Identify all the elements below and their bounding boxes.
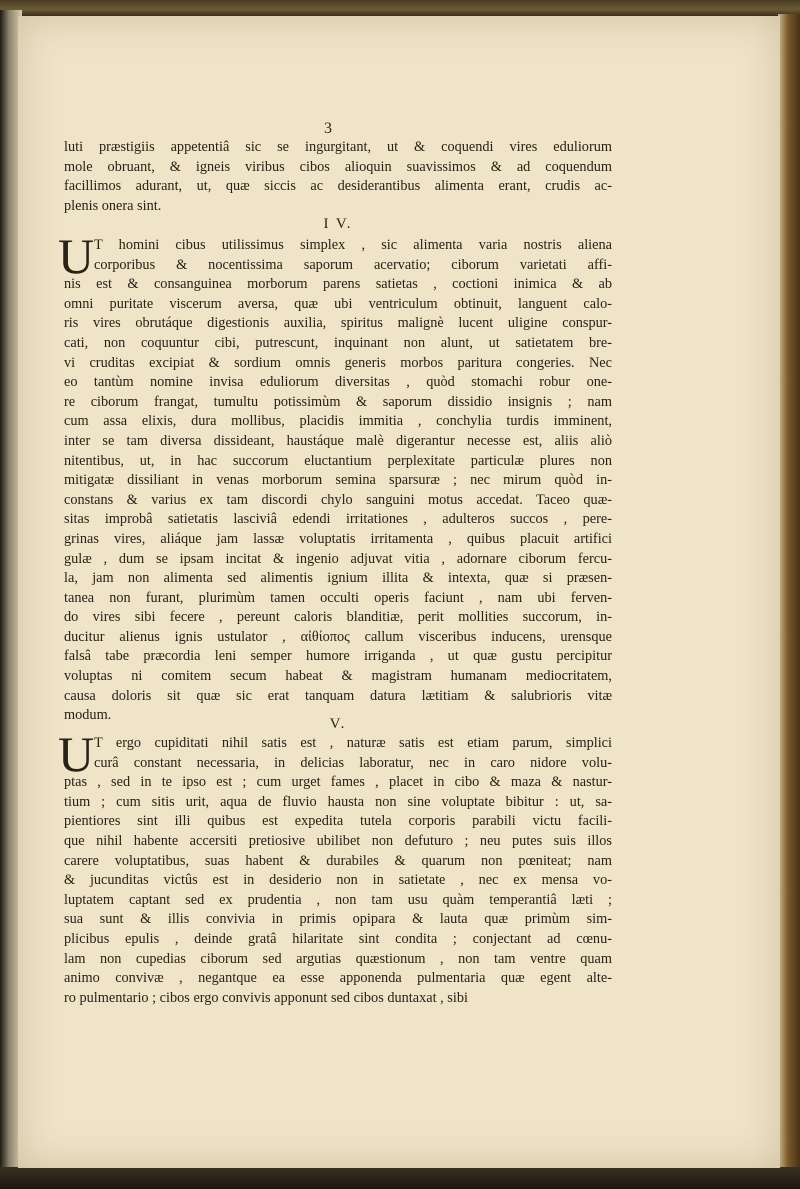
text-line: luptatem captant sed ex prudentia , non tam usu quàm temperantiâ læti ; xyxy=(64,891,612,908)
book-binding-top xyxy=(0,0,800,16)
text-line: cum assa elixis, dura mollibus, placidis immitia , conchylia turdis imminent, xyxy=(64,413,612,430)
text-line: mole obruant, & igneis viribus cibos alioquin suavissimos & ad coquendum xyxy=(64,158,612,175)
text-line: constans & varius ex tam discordi chylo sanguini motus accedat. Taceo quæ- xyxy=(64,491,612,508)
text-line: falsâ tabe præcordia leni semper humore irriganda , ut quæ gustu percipitur xyxy=(64,648,612,665)
text-line: T homini cibus utilissimus simplex , sic alimenta varia nostris aliena xyxy=(94,237,612,253)
text-line: inter se tam diversa dissideant, haustáque malè digerantur necesse est, aliis aliò xyxy=(64,432,612,449)
text-line: lam non cupedias ciborum sed argutias quæstionum , non tam ventre quam xyxy=(64,950,612,967)
intro-paragraph xyxy=(64,138,612,216)
text-line: ro pulmentario ; cibos ergo convivis apponunt sed cibos duntaxat , sibi xyxy=(64,989,468,1006)
text-line: corporibus & nocentissima saporum acervatio; ciborum varietati affi- xyxy=(94,256,612,273)
text-line: plicibus epulis , deinde gratâ hilaritate sint condita ; conjectant ad cœnu- xyxy=(64,930,612,947)
page-fore-edge xyxy=(778,14,800,1174)
text-line: luti præstigiis appetentiâ sic se ingurgitant, ut & coquendi vires eduliorum xyxy=(64,139,612,155)
text-line: curâ constant necessaria, in delicias laboratur, nec in caro nidore volu- xyxy=(94,754,612,771)
text-line: carere voluptatibus, suas habent & durabiles & quarum non pœniteat; nam xyxy=(64,852,612,869)
text-line: causa doloris sit quæ sic erat tanquam datura lætitiam & salubrioris vitæ xyxy=(64,687,612,704)
text-line: tium ; cum sitis urit, aqua de fluvio hausta non sine voluptate bibitur : ut, sa- xyxy=(64,793,612,810)
section-4-paragraph xyxy=(64,236,612,726)
text-line: voluptas ni comitem secum habeat & magistram humanam mediocritatem, xyxy=(64,668,612,685)
text-line: nitentibus, ut, in hac succorum eluctantium perplexitate particulæ plures non xyxy=(64,452,612,469)
text-line: re ciborum frangat, tumultu potissimùm & saporum dissidio insignis ; nam xyxy=(64,393,612,410)
text-line: facillimos adurant, ut, quæ siccis ac desiderantibus alimenta erant, crudis ac- xyxy=(64,178,612,195)
text-line: do vires sibi fecere , pereunt caloris blanditiæ, perit mollities succorum, in- xyxy=(64,609,612,626)
text-line: grinas vires, aliáque jam lassæ voluptatis irritamenta , quibus placuit artifici xyxy=(64,530,612,547)
text-line: sitas improbâ satietatis lasciviâ edendi irritationes , adulteros succos , pere- xyxy=(64,511,612,528)
dropcap-5: U xyxy=(58,726,95,782)
text-line: omni puritate viscerum aversa, quæ ubi ventriculum obtinuit, languent calo- xyxy=(64,295,612,312)
section-5-paragraph xyxy=(64,734,612,1008)
text-line: eo tantùm nomine invisa eduliorum diversitas , quòd stomachi robur one- xyxy=(64,374,612,391)
page-number: 3 xyxy=(324,120,332,137)
text-line: & jucunditas victûs est in desiderio non in satietate , nec ex mensa vo- xyxy=(64,872,612,889)
section-heading-5: V. xyxy=(329,716,347,732)
text-line: plenis onera sint. xyxy=(64,197,162,214)
text-line: tanea non furant, plurimùm tamen occulti operis faciunt , nam ubi ferven- xyxy=(64,589,612,606)
text-line: pientiores sint illi quibus est expedita tutela corporis parabili victu facili- xyxy=(64,813,612,830)
text-line: T ergo cupiditati nihil satis est , naturæ satis est etiam parum, simplici xyxy=(94,735,612,751)
text-line: modum. xyxy=(64,707,112,724)
text-line: cati, non coquuntur cibi, putrescunt, inquinant non alunt, ut satietatem bre- xyxy=(64,334,612,351)
text-line: animo convivæ , negantque ea esse apponenda pulmentaria quæ egent alte- xyxy=(64,970,612,987)
text-line: la, jam non alimenta sed alimentis ignium illita & intexta, quæ si præsen- xyxy=(64,570,612,587)
text-line: vi cruditas excipiat & sordium omnis generis morbos paritura congeries. Nec xyxy=(64,354,612,371)
dropcap-4: U xyxy=(58,228,95,284)
text-line: ducitur alienus ignis ustulator , αἰθίοπος callum visceribus inducens, urensque xyxy=(64,628,612,645)
text-line: ris vires obrutáque digestionis auxilia, spiritus malignè lucent uligine conspur- xyxy=(64,315,612,332)
text-line: sua sunt & illis convivia in primis opipara & lauta quæ primùm sim- xyxy=(64,911,612,928)
text-line: mitigatæ dissiliant in venas morborum semina sparsuræ ; nec mirum quòd in- xyxy=(64,472,612,489)
text-line: que nihil habente accersiti pretiosive ubilibet non defuturo ; neu putes suis illos xyxy=(64,832,612,849)
text-line: gulæ , dum se ipsam incitat & ingenio adjuvat vitia , adornare ciborum fercu- xyxy=(64,550,612,567)
book-bottom-edge xyxy=(0,1167,800,1189)
section-heading-4: I V. xyxy=(323,216,353,232)
text-line: ptas , sed in te ipso est ; cum urget fames , placet in cibo & maza & nastur- xyxy=(64,774,612,791)
text-line: nis est & consanguinea morborum parens satietas , coctioni inimica & ab xyxy=(64,276,612,293)
book-page xyxy=(18,16,780,1168)
